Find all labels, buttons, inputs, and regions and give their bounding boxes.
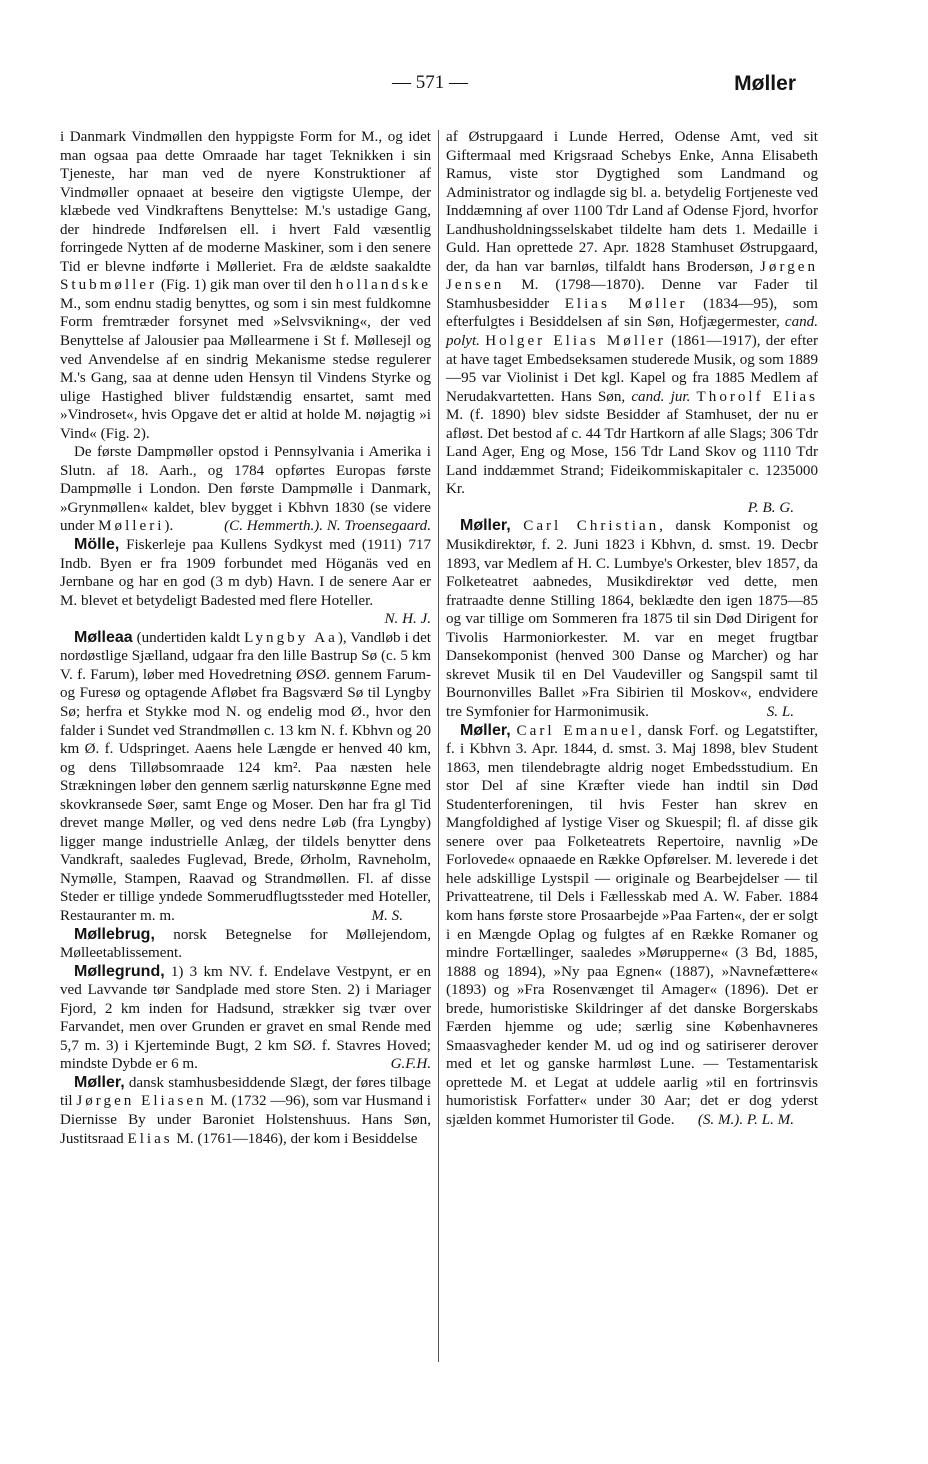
- entry-text: M. (1761—1846), der kom i Besiddelse: [172, 1130, 418, 1147]
- spaced-term: Carl Emanuel: [516, 722, 639, 739]
- entry-text: (1861—1917), der efter at have taget Embedseksamen studerede Musik, og som 1889—95 var Violinist i Det kgl. Kapel og fra 1885 Medlem af Nerudakvartetten. Hans Søn,: [446, 333, 818, 405]
- entry-mollegrund: [60, 963, 431, 1074]
- entry-text: M. (f. 1890) blev sidste Besidder af Stamhuset, der nu er afløst. Det bestod af c. 44 Tdr Hartkorn af alle Slags; 306 Tdr Land Ager, Eng og Mose, 156 Tdr Land Skov og 1110 Tdr Land inddæmmet Strand; Fideikommiskapitaler c. 1235000 Kr.: [446, 407, 818, 498]
- text: (Fig. 1) gik man over til den: [157, 277, 336, 294]
- text: ).: [164, 518, 174, 535]
- spaced-term: Thorolf Elias: [696, 388, 819, 405]
- entry-text: af Østrupgaard i Lunde Herred, Odense Amt, ved sit Giftermaal med Krigsraad Schebys Enke, Anna Elisabeth Ramus, viste stor Dygtighed som Landmand og Administrator og indlagde sig bl. a. betydelig Fortjeneste ved Inddæmning af over 1100 Tdr Land af Odense Fjord, hvorfor Landhusholdningsselskabet tildelte ham dets 1. Medaille i Guld. Han oprettede 27. Apr. 1828 Stamhuset Østrupgaard, der, da han var barnløs, tilfaldt hans Brodersøn,: [446, 129, 818, 275]
- spaced-term: Elias: [127, 1130, 173, 1147]
- vindmoelle-paragraph: [60, 128, 431, 443]
- entry-text: dansk stamhusbesiddende Slægt, der føres tilbage til: [60, 1074, 431, 1110]
- entry-molleaa: [60, 629, 431, 926]
- spaced-term: Carl Christian: [523, 518, 660, 535]
- entry-headword: Møllebrug,: [74, 925, 155, 943]
- spaced-term: Jørgen Eliasen: [76, 1093, 207, 1110]
- entry-headword: Møllegrund,: [74, 962, 165, 980]
- entry-text: , dansk Komponist og Musikdirektør, f. 2. Juni 1823 i Kbhvn, d. smst. 19. Decbr 1893, var Medlem af H. C. Lumbye's Orkester, blev 1857, da Folketeatret aabnedes, Musikdirektør ved dette, men fratraadte denne Stilling 1864, beklædte den igen 1875—85 og var tillige om Sommeren fra 1875 til sin Død Dirigent for Tivolis Harmoniorkester. M. var en meget frugtbar Dansekomponist (henved 300 Danse og Marcher) og har skrevet Musik til en Del Vaudeviller og Sangspil samt til Bournonvilles Ballet »Fra Sibirien til Moskov«, endvidere tre Symfonier for Harmonimusik.: [446, 518, 818, 720]
- entry-moller-family: [60, 1074, 431, 1148]
- text: De første Dampmøller opstod i Pennsylvania i Amerika i Slutn. af 18. Aarh., og 1784 opførtes Europas første Dampmølle i London. Den første Dampmølle i Danmark, »Grynmøllen« kaldet, blev bygget i Kbhvn 1830 (se videre under: [60, 444, 431, 535]
- spaced-term: hollandske: [335, 277, 431, 294]
- entry-headword: Møller,: [74, 1073, 125, 1091]
- entry-molle: [60, 536, 431, 629]
- entry-text: ), Vandløb i det nordøstlige Sjælland, udgaar fra den lille Bastrup Sø (c. 5 km V. f. Farum), løber med Hovedretning ØSØ. gennem Farum- og Furesø og optagende Afløbet fra Bagsværd Sø til Lyngby Sø; herfra et Stykke mod N. og endelig mod Ø., hvor den falder i Sundet ved Strandmøllen c. 13 km N. f. Kbhvn og 20 km Ø. f. Udspringet. Aaens hele Længde er henved 40 km, og dens Tilløbsomraade 124 km². Paa næsten hele Strækningen løber den gennem særlig naturskønne Egne med skovkransede Søer, samt Enge og Moser. Den har fra gl Tid drevet mange Møller, og ved dens nedre Løb (fra Lyngby) ligger mange industrielle Anlæg, der tildels benytter dens Vandkraft, saaledes Fuglevad, Brede, Ørholm, Ravneholm, Nymølle, Stampen, Raavad og Strandmøllen. Fl. af disse Steder er tillige yndede Sommerudflugtssteder med Hoteller, Restauranter m. m.: [60, 629, 431, 924]
- text: i Danmark Vindmøllen den hyppigste Form for M., og idet man ogsaa paa dette Omraade har taget Teknikken i sin Tjeneste, har man ved de nyere Konstruktioner af Vindmøller opnaaet at beseire den vigtigste Ulempe, der klæbede ved Vindkraftens Benyttelse: M.'s ustadige Gang, der hindrede Indførelsen ell. i hvert Fald væsentlig forringede Nytten af de moderne Maskiner, som i den senere Tid er blevne indførte i Mølleriet. Fra de ældste saakaldte: [60, 129, 431, 275]
- entry-headword: Mölle,: [74, 536, 120, 554]
- column-divider: [438, 130, 439, 1362]
- entry-carl-emanuel: [446, 722, 818, 1130]
- entry-text: (undertiden kaldt: [132, 629, 245, 646]
- entry-headword: Mølleaa: [74, 628, 133, 646]
- spaced-term: Jørgen Jensen: [446, 258, 818, 294]
- page-number: — 571 —: [392, 72, 468, 93]
- right-column: [446, 128, 818, 1130]
- author-signature: (S. M.). P. L. M.: [697, 1111, 794, 1128]
- author-signature: (C. Hemmerth.). N. Troensegaard.: [224, 518, 431, 535]
- author-signature: M. S.: [371, 907, 403, 924]
- entry-text: M. (1732 —96), som var Husmand i Diernisse By under Baroniet Holstenshuus. Hans Søn, Justitsraad: [60, 1093, 431, 1147]
- dampmoelle-paragraph: [60, 443, 431, 536]
- entry-text: , dansk Forf. og Legatstifter, f. i Kbhvn 3. Apr. 1844, d. smst. 3. Maj 1898, blev Student 1863, men tilendebragte aldrig noget Embedsstudium. En stor Del af sine Kræfter viede han indtil sin Død Studenterforeningen, til hvis Fester han skrev en Mangfoldighed af lystige Viser og Skuespil; fl. af disse gik senere over paa Folketeatrets Repertoire, navnlig »De Forlovede« opnaaede en Række Opførelser. M. leverede i det hele adskillige Lystspil — originale og Bearbejdelser — til Privatteatrene, til Dels i Fællesskab med A. W. Faber. 1884 kom hans første store Prosaarbejde »Paa Farten«, der er solgt i en Mængde Oplag og fulgtes af en Række Romaner og mindre Fortællinger, saaledes »Mørupperne« (3 Bd, 1885, 1888 og 1894), »Ny paa Egnen« (1887), »Navnefættere« (1893) og »Fra Rosenvænget til Amager« (1896). Det er brede, humoristiske Skildringer af det danske Borgerskabs Færden hjemme og ude; særlig sine Københavneres Smaasvagheder kender M. ud og ind og satiriserer derover med et let og ganske harmløst Lune. — Testamentarisk oprettede M. et Legat at uddele aarlig »til en fortrinsvis humoristisk Forfatter« under 30 Aar; det er dog yderst sjælden kommet Humorister til Gode.: [446, 722, 818, 1128]
- author-signature: P. B. G.: [747, 499, 794, 516]
- entry-text: (1834—95), som efterfulgtes i Besiddelsen af sin Søn, Hofjægermester,: [446, 295, 818, 331]
- entry-text: M. (1798—1870). Denne var Fader til Stamhusbesidder: [446, 277, 818, 312]
- text: M., som endnu stadig benyttes, og som i sin mest fuldkomne Form fremtræder forsynet med »Selvsvikning«, der ved Benyttelse af Jalousier paa Møllearmene i St f. Møllesejl og ved Anvendelse af en sindrig Mekanisme stedse regulerer M.'s Gang, saa at denne uden Hensyn til Vindens Styrke og ulige Hastighed bliver fuldstændig ensartet, samt med »Vindroset«, hvis Opgave det er altid at holde M. nøjagtig »i Vind« (Fig. 2).: [60, 295, 431, 442]
- running-headword: Møller: [734, 72, 796, 95]
- entry-text: 1) 3 km NV. f. Endelave Vestpynt, er en ved Lavvande tør Sandplade med store Sten. 2) i Mariager Fjord, 2 km inden for Hadsund, strækker sig tvær over Farvandet, men over Grunden er gravet en smal Rende med 5,7 m. 3) i Kjerteminde Bugt, 2 km SØ. f. Stavres Hoved; mindste Dybde er 6 m.: [60, 963, 431, 1073]
- spaced-term: Elias Møller: [564, 295, 688, 312]
- degree-abbrev: cand. jur.: [631, 388, 691, 405]
- spaced-term: Stubmøller: [60, 277, 158, 294]
- entry-headword: Møller,: [460, 517, 511, 535]
- left-column: [60, 128, 431, 1148]
- entry-mollebrug: [60, 926, 431, 963]
- author-signature: N. H. J.: [384, 611, 431, 628]
- entry-moller-family-continued: [446, 128, 818, 517]
- author-signature: S. L.: [766, 703, 794, 720]
- spaced-term: Holger Elias Møller: [485, 333, 666, 350]
- entry-carl-christian: [446, 517, 818, 721]
- entry-text: norsk Betegnelse for Møllejendom, Mølleetablissement.: [60, 926, 431, 962]
- author-signature: G.F.H.: [390, 1056, 431, 1073]
- degree-abbrev: cand. polyt.: [446, 314, 818, 350]
- spaced-term: Mølleri: [98, 518, 165, 535]
- entry-text: Fiskerleje paa Kullens Sydkyst med (1911) 717 Indb. Byen er fra 1909 forbundet med Höganäs ved en Jernbane og har en god (3 m dyb) Havn. I de senere Aar er M. blevet et betydeligt Badested med flere Hoteller.: [60, 537, 431, 609]
- entry-headword: Møller,: [460, 721, 511, 739]
- spaced-term: Lyngby Aa: [244, 629, 338, 646]
